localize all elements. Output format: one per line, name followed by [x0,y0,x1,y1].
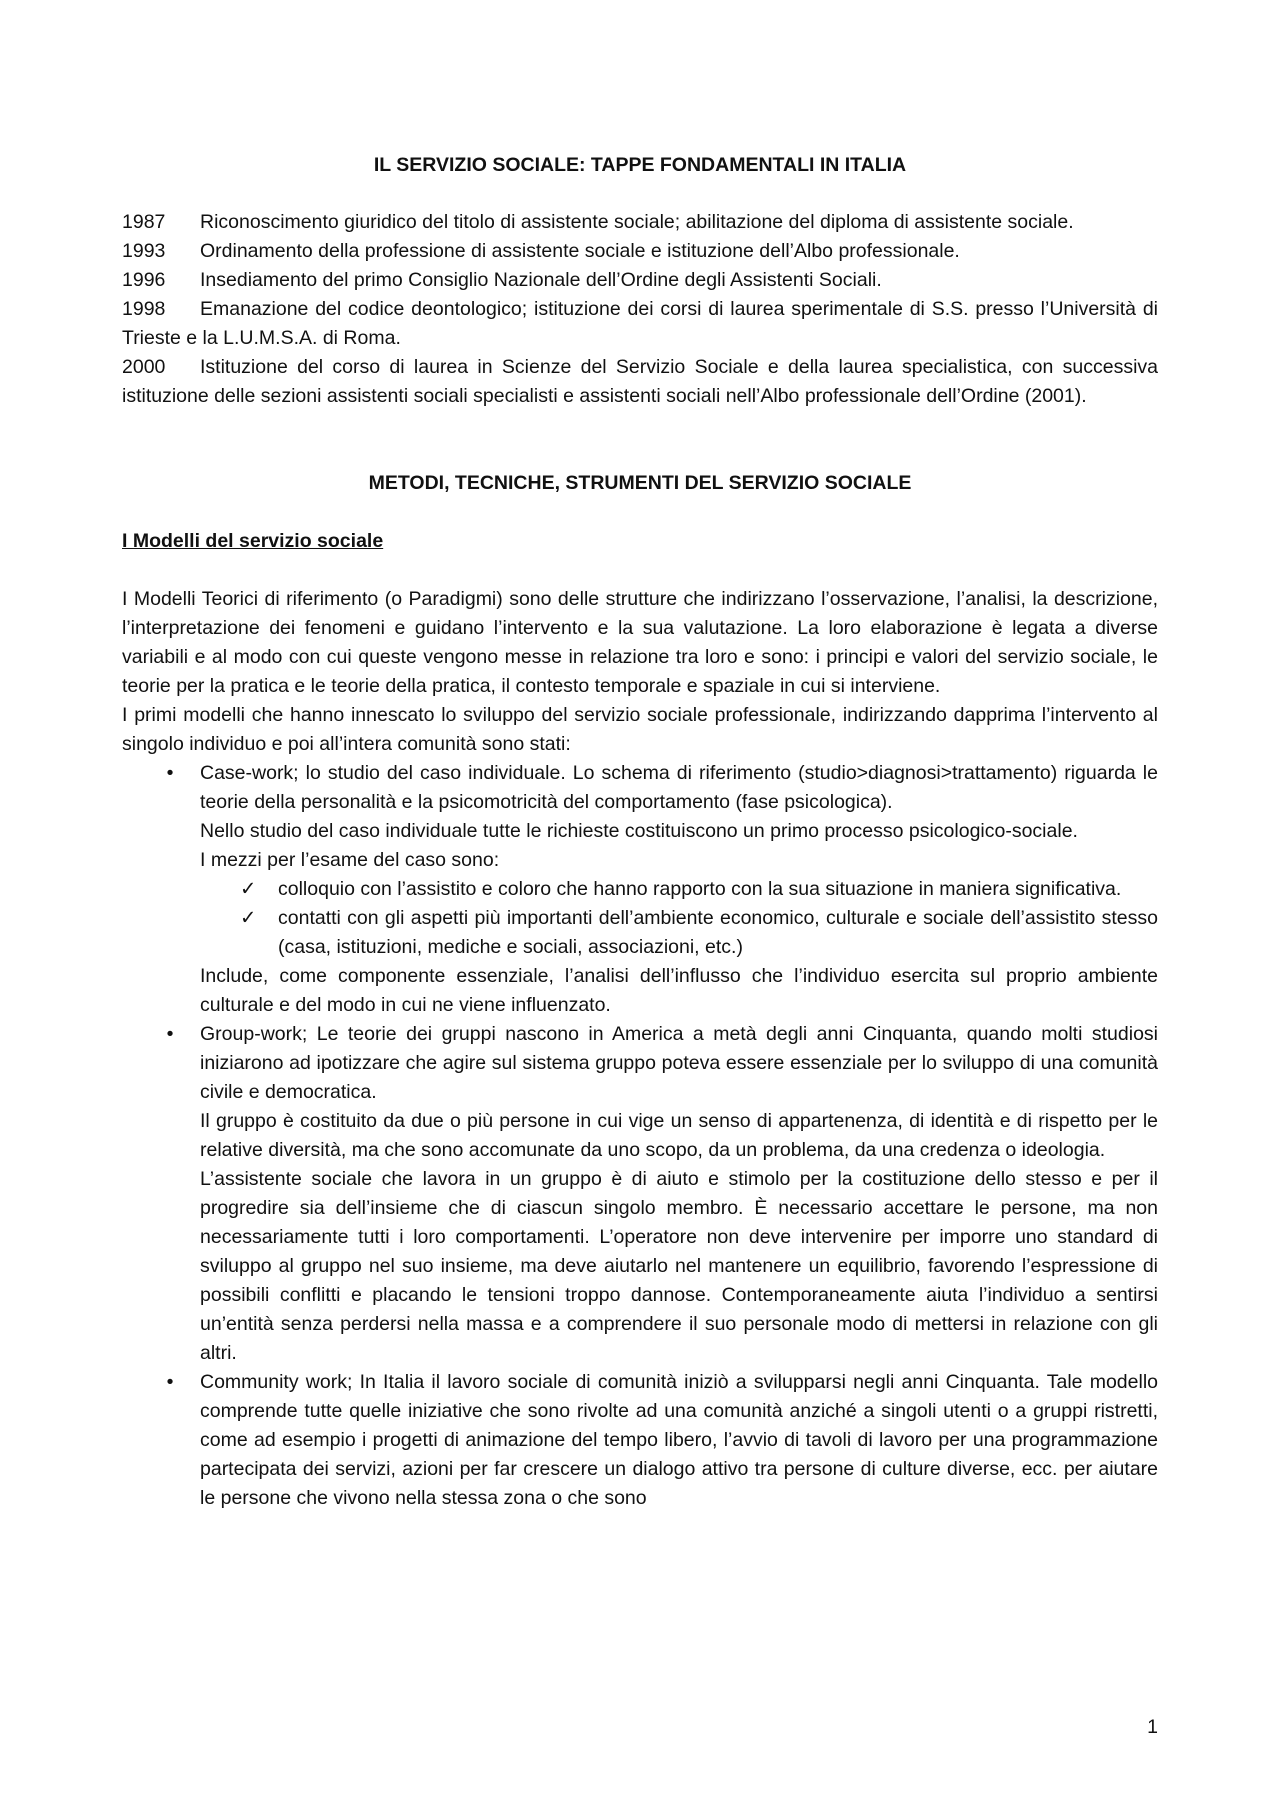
paragraph: I Modelli Teorici di riferimento (o Paradigmi) sono delle strutture che indirizzano l’osservazione, l’analisi, la descrizione, l’interpretazione dei fenomeni e guidano l’intervento e la sua valutazione. La loro elaborazione è legata a diverse variabili e al modo con cui queste vengono messe in relazione tra loro e sono: i principi e valori del servizio sociale, le teorie per la pratica e le teorie della pratica, il contesto temporale e spaziale in cui si interviene. [122,588,1158,697]
checklist [200,875,1158,962]
checkmark-icon: ✓ [240,907,257,929]
page-content [122,151,1158,1513]
checkmark-icon: ✓ [240,878,257,900]
timeline-text: Insediamento del primo Consiglio Nazionale dell’Ordine degli Assistenti Sociali. [200,269,882,291]
timeline-entry [122,237,1158,266]
list-item-text: Group-work; Le teorie dei gruppi nascono in America a metà degli anni Cinquanta, quando molti studiosi iniziarono ad ipotizzare che agire sul sistema gruppo poteva essere essenziale per lo sviluppo di una comunità civile e democratica. [200,1023,1158,1103]
timeline-year: 1998 [122,298,166,320]
models-list [122,759,1158,1513]
list-item-text: Community work; In Italia il lavoro sociale di comunità iniziò a svilupparsi negli anni Cinquanta. Tale modello comprende tutte quelle iniziative che sono rivolte ad una comunità anziché a singoli utenti o a gruppi ristretti, come ad esempio i progetti di animazione del tempo libero, l’avvio di tavoli di lavoro per una programmazione partecipata dei servizi, azioni per far crescere un dialogo attivo tra persone di culture diverse, ecc. per aiutare le persone che vivono nella stessa zona o che sono [200,1371,1158,1509]
timeline-year: 1996 [122,269,166,291]
timeline-entry [122,208,1158,237]
timeline-year: 1987 [122,211,166,233]
timeline-entry [122,295,1158,353]
timeline-year: 2000 [122,356,166,378]
checklist-item [200,875,1158,904]
checklist-item [200,904,1158,962]
timeline-text: Riconoscimento giuridico del titolo di assistente sociale; abilitazione del diploma di assistente sociale. [200,211,1074,233]
timeline-year: 1993 [122,240,166,262]
section-title: METODI, TECNICHE, STRUMENTI DEL SERVIZIO SOCIALE [368,472,912,494]
timeline-entry [122,266,1158,295]
page-number: 1 [1147,1716,1158,1738]
timeline [122,208,1158,411]
list-item-text: Include, come componente essenziale, l’analisi dell’influsso che l’individuo esercita sul proprio ambiente culturale e del modo in cui ne viene influenzato. [200,965,1158,1016]
list-item-text: Il gruppo è costituito da due o più persone in cui vige un senso di appartenenza, di identità e di rispetto per le relative diversità, ma che sono accomunate da uno scopo, da un problema, da una credenza o ideologia. [200,1110,1158,1161]
list-item-text: L’assistente sociale che lavora in un gruppo è di aiuto e stimolo per la costituzione dello stesso e per il progredire sia dell’insieme che di ciascun singolo membro. È necessario accettare le persone, ma non necessariamente tutti i loro comportamenti. L’operatore non deve intervenire per imporre uno standard di sviluppo al gruppo nel suo insieme, ma deve aiutarlo nel mantenere un equilibrio, favorendo l’espressione di possibili conflitti e placando le tensioni troppo dannose. Contemporaneamente aiuta l’individuo a sentirsi un’entità senza perdersi nella massa e a comprendere il suo personale modo di mettersi in relazione con gli altri. [200,1168,1158,1364]
checklist-item-text: colloquio con l’assistito e coloro che hanno rapporto con la sua situazione in maniera significativa. [278,878,1122,900]
bullet-icon: • [166,1371,174,1393]
list-item-text: Case-work; lo studio del caso individuale. Lo schema di riferimento (studio>diagnosi>trattamento) riguarda le teorie della personalità e la psicomotricità del comportamento (fase psicologica). [200,762,1158,813]
timeline-text: Istituzione del corso di laurea in Scienze del Servizio Sociale e della laurea specialistica, con successiva istituzione delle sezioni assistenti sociali specialisti e assistenti sociali nell’Albo professionale dell’Ordine (2001). [122,356,1158,407]
list-item-case-work [122,759,1158,1020]
page-title: IL SERVIZIO SOCIALE: TAPPE FONDAMENTALI IN ITALIA [373,154,907,176]
bullet-icon: • [166,1023,174,1045]
timeline-text: Emanazione del codice deontologico; istituzione dei corsi di laurea sperimentale di S.S. presso l’Università di Trieste e la L.U.M.S.A. di Roma. [122,298,1158,349]
timeline-text: Ordinamento della professione di assistente sociale e istituzione dell’Albo professionale. [200,240,960,262]
list-item-text: I mezzi per l’esame del caso sono: [200,849,500,871]
list-item-text: Nello studio del caso individuale tutte le richieste costituiscono un primo processo psicologico-sociale. [200,820,1078,842]
bullet-icon: • [166,762,174,784]
timeline-entry [122,353,1158,411]
paragraph: I primi modelli che hanno innescato lo sviluppo del servizio sociale professionale, indirizzando dapprima l’intervento al singolo individuo e poi all’intera comunità sono stati: [122,704,1158,755]
list-item-group-work [122,1020,1158,1368]
list-item-community-work [122,1368,1158,1513]
checklist-item-text: contatti con gli aspetti più importanti dell’ambiente economico, culturale e sociale dell’assistito stesso (casa, istituzioni, mediche e sociali, associazioni, etc.) [278,907,1158,958]
section-heading: I Modelli del servizio sociale [122,530,384,552]
